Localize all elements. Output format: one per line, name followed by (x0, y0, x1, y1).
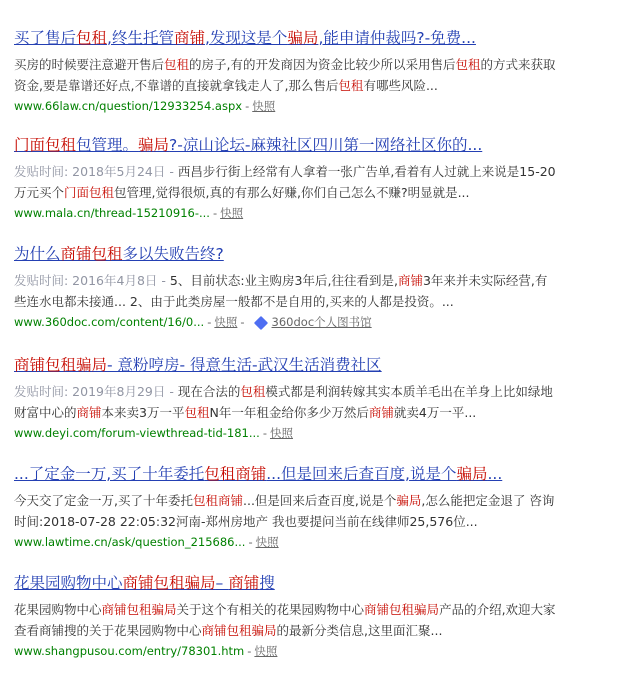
text-segment: - 意粉哼房- 得意生活-武汉生活消费社区 (107, 356, 382, 374)
highlight-keyword: 骗局 (287, 29, 319, 47)
text-segment: ,终生托管 (107, 29, 174, 47)
snapshot-link[interactable]: 快照 (255, 535, 279, 549)
highlight-keyword: 商铺 (76, 405, 102, 420)
result-title-link[interactable] (14, 464, 614, 484)
result-url: www.lawtime.cn/ask/question_215686... (14, 535, 246, 549)
highlight-keyword: 商铺 (228, 574, 260, 592)
text-segment: 今天交了定金一万,买了十年委托 (14, 493, 193, 508)
text-segment: 3年来并未实际经营,有些连水电都未接通... 2、由于此类房屋一般都不是自用的,买来的人都是投资。... (14, 273, 548, 309)
result-title-link[interactable] (14, 573, 614, 593)
result-title-link[interactable] (14, 355, 614, 375)
highlight-keyword: 包租 (240, 384, 266, 399)
source-site-link[interactable]: 360doc个人图书馆 (271, 315, 372, 329)
text-segment: ,能申请仲裁吗?-免费... (318, 29, 476, 47)
text-segment: 西昌步行街上经常有人拿着一张广告单,看着有人过就上来说是15-20万元买个 (14, 164, 556, 200)
result-url: www.deyi.com/forum-viewthread-tid-181... (14, 426, 260, 440)
text-segment: 有哪些风险... (363, 78, 438, 93)
highlight-keyword: 包租 (338, 78, 364, 93)
text-segment: 模式都是利润转嫁其实本质羊毛出在羊身上比如绿地财富中心的 (14, 384, 553, 420)
highlight-keyword: 商铺包租骗局 (364, 602, 440, 617)
result-abstract (14, 490, 559, 532)
highlight-keyword: 商铺 (368, 405, 394, 420)
result-abstract (14, 54, 559, 96)
result-url: www.shangpusou.com/entry/78301.htm (14, 644, 245, 658)
result-source: www.66law.cn/question/12933254.aspx - 快照 (14, 99, 276, 113)
highlight-keyword: 骗局 (138, 136, 170, 154)
result-abstract (14, 270, 559, 312)
text-segment: ?-凉山论坛-麻辣社区四川第一网络社区你的... (169, 136, 483, 154)
result-item (14, 244, 614, 331)
text-segment: ... (487, 465, 503, 483)
result-title-link[interactable] (14, 244, 614, 264)
result-item (14, 464, 614, 551)
highlight-keyword: 商铺包租骗局 (122, 574, 216, 592)
text-segment: 包管理。 (76, 136, 139, 154)
text-segment: 现在合法的 (177, 384, 241, 399)
highlight-keyword: 包租 (184, 405, 210, 420)
result-item (14, 135, 614, 222)
text-segment: 包管理,觉得很烦,真的有那么好赚,你们自己怎么不赚?明显就是... (114, 185, 470, 200)
highlight-keyword: 骗局 (396, 493, 422, 508)
text-segment: 本来卖3万一平 (101, 405, 185, 420)
highlight-keyword: 包租 (164, 57, 190, 72)
highlight-keyword: 包租 (76, 29, 108, 47)
text-segment: 买房的时候要注意避开售后 (14, 57, 165, 72)
highlight-keyword: 商铺 (397, 273, 423, 288)
text-segment: 的最新分类信息,这里面汇聚... (276, 623, 443, 638)
result-abstract (14, 161, 559, 203)
snapshot-link[interactable]: 快照 (269, 426, 293, 440)
highlight-keyword: 商铺包租骗局 (101, 602, 177, 617)
highlight-keyword: 商铺包租骗局 (14, 356, 108, 374)
highlight-keyword: 骗局 (456, 465, 488, 483)
result-url: www.mala.cn/thread-15210916-... (14, 206, 210, 220)
result-source: www.shangpusou.com/entry/78301.htm - 快照 (14, 644, 278, 658)
result-abstract (14, 381, 559, 423)
text-segment: 就卖4万一平... (393, 405, 477, 420)
snapshot-link[interactable]: 快照 (252, 99, 276, 113)
text-segment: 买了售后 (14, 29, 77, 47)
text-segment: 搜 (259, 574, 275, 592)
post-date: 发贴时间: 2018年5月24日 - (14, 164, 178, 179)
text-segment: 多以失败告终? (122, 245, 224, 263)
highlight-keyword: 商铺 (173, 29, 205, 47)
result-item (14, 573, 614, 660)
highlight-keyword: 包租商铺 (204, 465, 267, 483)
text-segment: 花果园购物中心 (14, 574, 123, 592)
text-segment: 的方式来获取资金,要是靠谱还好点,不靠谱的直接就拿钱走人了,那么售后 (14, 57, 556, 93)
highlight-keyword: 门面包租 (64, 185, 115, 200)
result-item (14, 28, 614, 115)
text-segment: ,发现这是个 (204, 29, 288, 47)
text-segment: 5、目前状态:业主购房3年后,往往看到是, (169, 273, 398, 288)
result-item (14, 355, 614, 442)
highlight-keyword: 商铺包租骗局 (201, 623, 277, 638)
result-title-link[interactable] (14, 28, 614, 48)
snapshot-link[interactable]: 快照 (214, 315, 238, 329)
text-segment: 为什么 (14, 245, 61, 263)
text-segment: 产品的介绍,欢迎大家查看商铺搜的关于花果园购物中心 (14, 602, 556, 638)
post-date: 发贴时间: 2016年4月8日 - (14, 273, 170, 288)
highlight-keyword: 门面包租 (14, 136, 77, 154)
result-url: www.360doc.com/content/16/0... (14, 315, 205, 329)
library-icon (253, 315, 267, 329)
snapshot-link[interactable]: 快照 (254, 644, 278, 658)
result-source: www.mala.cn/thread-15210916-... - 快照 (14, 206, 244, 220)
highlight-keyword: 包租商铺 (192, 493, 243, 508)
text-segment: – (215, 574, 229, 592)
snapshot-link[interactable]: 快照 (220, 206, 244, 220)
result-source: www.360doc.com/content/16/0... - 快照 - 360doc个人图书馆 (14, 315, 372, 329)
result-url: www.66law.cn/question/12933254.aspx (14, 99, 243, 113)
text-segment: ,怎么能把定金退了 咨询时间:2018-07-28 22:05:32河南-郑州房地产 我也要提问当前在线律师25,576位... (14, 493, 555, 529)
text-segment: N年一年租金给你多少万然后 (209, 405, 369, 420)
post-date: 发贴时间: 2019年8月29日 - (14, 384, 178, 399)
result-source: www.lawtime.cn/ask/question_215686... - 快照 (14, 535, 279, 549)
text-segment: ...但是回来后查百度,说是个 (266, 465, 457, 483)
text-segment: 关于这个有相关的花果园购物中心 (176, 602, 365, 617)
text-segment: ...但是回来后查百度,说是个 (243, 493, 397, 508)
highlight-keyword: 包租 (455, 57, 481, 72)
text-segment: ...了定金一万,买了十年委托 (14, 465, 205, 483)
result-source: www.deyi.com/forum-viewthread-tid-181... - 快照 (14, 426, 293, 440)
text-segment: 花果园购物中心 (14, 602, 102, 617)
text-segment: 的房子,有的开发商因为资金比较少所以采用售后 (189, 57, 456, 72)
result-title-link[interactable] (14, 135, 614, 155)
result-abstract (14, 599, 559, 641)
highlight-keyword: 商铺包租 (60, 245, 123, 263)
